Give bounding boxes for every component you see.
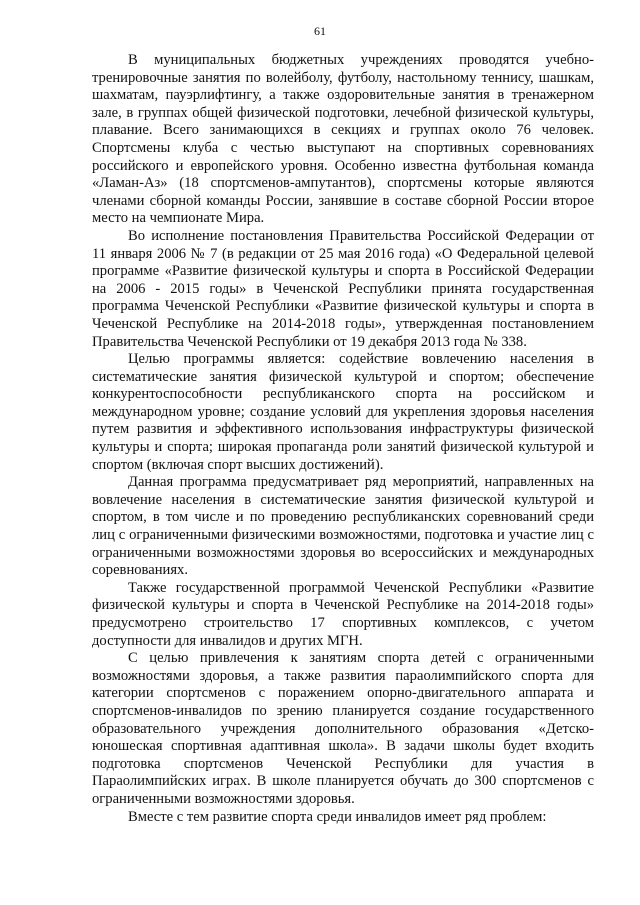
paragraph-program-goal: Целью программы является: содействие вовлечению населения в систематические занятия физической культурой и спортом; обеспечение конкурентоспособности республиканского спорта на российском и международном уровне; создание условий для укрепления здоровья населения путем развития и эффективного использования инфраструктуры физической культуры и спорта; широкая пропаганда роли занятий физической культурой и спортом (включая спорт высших достижений). [92, 351, 594, 473]
paragraph-sports-institutions: В муниципальных бюджетных учреждениях проводятся учебно-тренировочные занятия по волейболу, футболу, настольному теннису, шашкам, шахматам, пауэрлифтингу, а также оздоровительные занятия в тренажерном зале, в группах общей физической подготовки, лечебной физической культуры, плавание. Всего занимающихся в секциях и группах около 76 человек. Спортсмены клуба с честью выступают на спортивных соревнованиях российского и европейского уровня. Особенно известна футбольная команда «Ламан-Аз» (18 спортсменов-ампутантов), спортсмены которые являются членами сборной команды России, занявшие в составе сборной России второе место на чемпионате Мира. [92, 52, 594, 227]
page-number: 61 [314, 24, 326, 38]
paragraph-adaptive-school: С целью привлечения к занятиям спорта детей с ограниченными возможностями здоровья, а также развития параолимпийского спорта для категории спортсменов с поражением опорно-двигательного аппарата и спортсменов-инвалидов по зрению планируется создание государственного образовательного учреждения дополнительного образования «Детско-юношеская спортивная адаптивная школа». В задачи школы будет входить подготовка спортсменов Чеченской Республики для участия в Параолимпийских играх. В школе планируется обучать до 300 спортсменов с ограниченными возможностями здоровья. [92, 650, 594, 807]
paragraph-program-measures: Данная программа предусматривает ряд мероприятий, направленных на вовлечение населения в систематические занятия физической культурой и спортом, в том числе и по проведению республиканских соревнований среди лиц с ограниченными физическими возможностями, подготовка и участие лиц с ограниченными возможностями здоровья во всероссийских и международных соревнованиях. [92, 474, 594, 579]
paragraph-government-decree: Во исполнение постановления Правительства Российской Федерации от 11 января 2006 № 7 (в редакции от 25 мая 2016 года) «О Федеральной целевой программе «Развитие физической культуры и спорта в Российской Федерации на 2006 - 2015 годы» в Чеченской Республики принята государственная программа Чеченской Республики «Развитие физической культуры и спорта в Чеченской Республике на 2014-2018 годы», утвержденная постановлением Правительства Чеченской Республики от 19 декабря 2013 года № 338. [92, 227, 594, 350]
paragraph-sports-complexes: Также государственной программой Чеченской Республики «Развитие физической культуры и спорта в Чеченской Республике на 2014-2018 годы» предусмотрено строительство 17 спортивных комплексов, с учетом доступности для инвалидов и других МГН. [92, 579, 594, 649]
paragraph-problems-intro: Вместе с тем развитие спорта среди инвалидов имеет ряд проблем: [128, 808, 547, 825]
body-text [92, 52, 594, 826]
